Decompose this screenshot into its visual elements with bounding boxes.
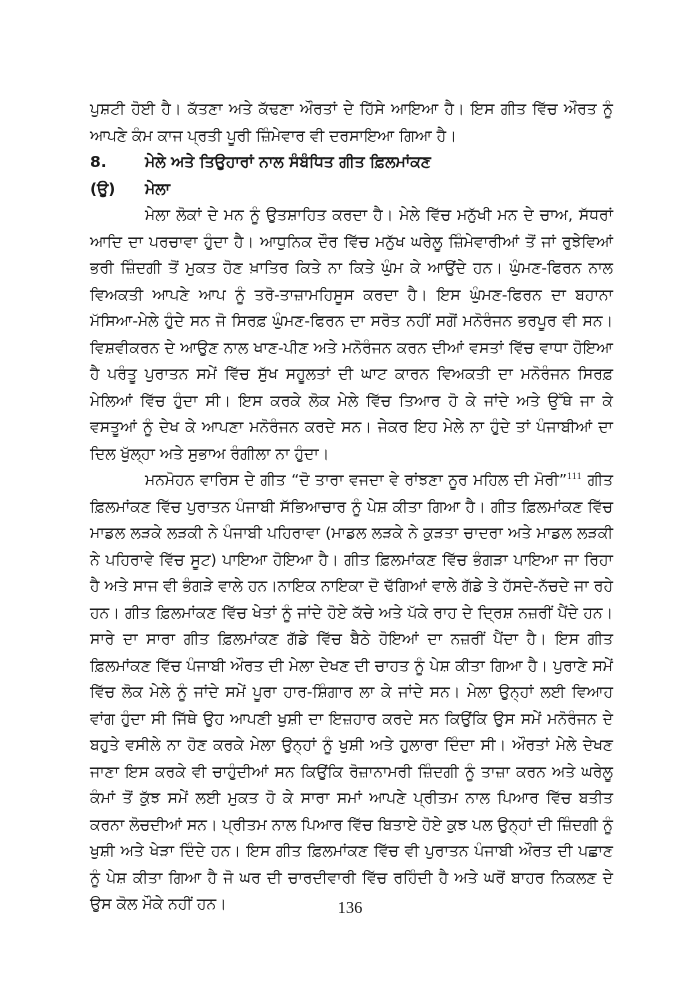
song-paragraph-text-before-ref: ਮਨਮੋਹਨ ਵਾਰਿਸ ਦੇ ਗੀਤ “ਦੋ ਤਾਰਾ ਵਜਦਾ ਵੇ ਰਾਂਝਣਾ ਨੂਰ ਮਹਿਲ ਦੀ ਮੋਰੀ” xyxy=(145,471,567,489)
page-footer xyxy=(0,898,700,918)
footnote-reference: 111 xyxy=(567,471,583,482)
paragraph-song-filming xyxy=(90,467,613,918)
subsection-marker: (ਉ) xyxy=(90,179,116,198)
section-heading xyxy=(90,149,613,176)
text-block xyxy=(90,96,613,918)
paragraph-continuation: ਪੁਸ਼ਟੀ ਹੋਈ ਹੈ। ਕੱਤਣਾ ਅਤੇ ਕੱਢਣਾ ਔਰਤਾਂ ਦੇ ਹਿੱਸੇ ਆਇਆ ਹੈ। ਇਸ ਗੀਤ ਵਿੱਚ ਔਰਤ ਨੂੰ ਆਪਣੇ ਕੰਮ ਕਾਜ ਪ੍ਰਤੀ ਪੂਰੀ ਜ਼ਿੰਮੇਵਾਰ ਵੀ ਦਰਸਾਇਆ ਗਿਆ ਹੈ। xyxy=(90,100,613,145)
section-number: 8. xyxy=(90,153,107,171)
page-number: 136 xyxy=(337,898,363,917)
subsection-heading xyxy=(90,176,613,203)
subsection-title: ਮੇਲਾ xyxy=(145,179,171,198)
section-title: ਮੇਲੇ ਅਤੇ ਤਿਉਹਾਰਾਂ ਨਾਲ ਸੰਬੰਧਿਤ ਗੀਤ ਫ਼ਿਲਮਾਂਕਣ xyxy=(145,153,431,171)
song-paragraph-text-after-ref: ਗੀਤ ਫ਼ਿਲਮਾਂਕਣ ਵਿੱਚ ਪੁਰਾਤਨ ਪੰਜਾਬੀ ਸੱਭਿਆਚਾਰ ਨੂੰ ਪੇਸ਼ ਕੀਤਾ ਗਿਆ ਹੈ। ਗੀਤ ਫ਼ਿਲਮਾਂਕਣ ਵਿੱਚ ਮਾਡਲ ਲੜਕੇ ਲੜਕੀ ਨੇ ਪੰਜਾਬੀ ਪਹਿਰਾਵਾ (ਮਾਡਲ ਲੜਕੇ ਨੇ ਕੁੜਤਾ ਚਾਦਰਾ ਅਤੇ ਮਾਡਲ ਲੜਕੀ ਨੇ ਪਹਿਰਾਵੇ ਵਿੱਚ ਸੂਟ) ਪਾਇਆ ਹੋਇਆ ਹੈ। ਗੀਤ ਫ਼ਿਲਮਾਂਕਣ ਵਿੱਚ ਭੰਗੜਾ ਪਾਇਆ ਜਾ ਰਿਹਾ ਹੈ ਅਤੇ ਸਾਜ ਵੀ ਭੰਗੜੇ ਵਾਲੇ ਹਨ।ਨਾਇਕ ਨਾਇਕਾ ਦੋ ਢੱਗਿਆਂ ਵਾਲੇ ਗੱਡੇ ਤੇ ਹੱਸਦੇ-ਨੱਚਦੇ ਜਾ ਰਹੇ ਹਨ। ਗੀਤ ਫ਼ਿਲਮਾਂਕਣ ਵਿੱਚ ਖੇਤਾਂ ਨੂੰ ਜਾਂਦੇ ਹੋਏ ਕੱਚੇ ਅਤੇ ਪੱਕੇ ਰਾਹ ਦੇ ਦ੍ਰਿਸ਼ ਨਜ਼ਰੀਂ ਪੈਂਦੇ ਹਨ। ਸਾਰੇ ਦਾ ਸਾਰਾ ਗੀਤ ਫ਼ਿਲਮਾਂਕਣ ਗੱਡੇ ਵਿੱਚ ਬੈਠੇ ਹੋਇਆਂ ਦਾ ਨਜ਼ਰੀਂ ਪੈਂਦਾ ਹੈ। ਇਸ ਗੀਤ ਫ਼ਿਲਮਾਂਕਣ ਵਿੱਚ ਪੰਜਾਬੀ ਔਰਤ ਦੀ ਮੇਲਾ ਦੇਖਣ ਦੀ ਚਾਹਤ ਨੂੰ ਪੇਸ਼ ਕੀਤਾ ਗਿਆ ਹੈ। ਪੁਰਾਣੇ ਸਮੇਂ ਵਿੱਚ ਲੋਕ ਮੇਲੇ ਨੂੰ ਜਾਂਦੇ ਸਮੇਂ ਪੂਰਾ ਹਾਰ-ਸ਼ਿੰਗਾਰ ਲਾ ਕੇ ਜਾਂਦੇ ਸਨ। ਮੇਲਾ ਉਨ੍ਹਾਂ ਲਈ ਵਿਆਹ ਵਾਂਗ ਹੁੰਦਾ ਸੀ ਜਿੱਥੇ ਉਹ ਆਪਣੀ ਖੁਸ਼ੀ ਦਾ ਇਜ਼ਹਾਰ ਕਰਦੇ ਸਨ ਕਿਉਂਕਿ ਉਸ ਸਮੇਂ ਮਨੋਰੰਜਨ ਦੇ ਬਹੁਤੇ ਵਸੀਲੇ ਨਾ ਹੋਣ ਕਰਕੇ ਮੇਲਾ ਉਨ੍ਹਾਂ ਨੂੰ ਖੁਸ਼ੀ ਅਤੇ ਹੁਲਾਰਾ ਦਿੰਦਾ ਸੀ। ਔਰਤਾਂ ਮੇਲੇ ਦੇਖਣ ਜਾਣਾ ਇਸ ਕਰਕੇ ਵੀ ਚਾਹੁੰਦੀਆਂ ਸਨ ਕਿਉਂਕਿ ਰੋਜ਼ਾਨਾਮਰੀ ਜ਼ਿੰਦਗੀ ਨੂੰ ਤਾਜ਼ਾ ਕਰਨ ਅਤੇ ਘਰੇਲੂ ਕੰਮਾਂ ਤੋਂ ਕੁੱਝ ਸਮੇਂ ਲਈ ਮੁਕਤ ਹੋ ਕੇ ਸਾਰਾ ਸਮਾਂ ਆਪਣੇ ਪ੍ਰੀਤਮ ਨਾਲ ਪਿਆਰ ਵਿੱਚ ਬਤੀਤ ਕਰਨਾ ਲੋਚਦੀਆਂ ਸਨ। ਪ੍ਰੀਤਮ ਨਾਲ ਪਿਆਰ ਵਿੱਚ ਬਿਤਾਏ ਹੋਏ ਕੁਝ ਪਲ ਉਨ੍ਹਾਂ ਦੀ ਜ਼ਿੰਦਗੀ ਨੂੰ ਖੁਸ਼ੀ ਅਤੇ ਖੇੜਾ ਦਿੰਦੇ ਹਨ। ਇਸ ਗੀਤ ਫ਼ਿਲਮਾਂਕਣ ਵਿੱਚ ਵੀ ਪੁਰਾਤਨ ਪੰਜਾਬੀ ਔਰਤ ਦੀ ਪਛਾਣ ਨੂੰ ਪੇਸ਼ ਕੀਤਾ ਗਿਆ ਹੈ ਜੋ ਘਰ ਦੀ ਚਾਰਦੀਵਾਰੀ ਵਿੱਚ ਰਹਿੰਦੀ ਹੈ ਅਤੇ ਘਰੋਂ ਬਾਹਰ ਨਿਕਲਣ ਦੇ ਉਸ ਕੋਲ ਮੌਕੇ ਨਹੀਂ ਹਨ। xyxy=(90,471,613,913)
paragraph-mela: ਮੇਲਾ ਲੋਕਾਂ ਦੇ ਮਨ ਨੂੰ ਉਤਸ਼ਾਹਿਤ ਕਰਦਾ ਹੈ। ਮੇਲੇ ਵਿੱਚ ਮਨੁੱਖੀ ਮਨ ਦੇ ਚਾਅ, ਸੱਧਰਾਂ ਆਦਿ ਦਾ ਪਰਚਾਵਾ ਹੁੰਦਾ ਹੈ। ਆਧੁਨਿਕ ਦੌਰ ਵਿੱਚ ਮਨੁੱਖ ਘਰੇਲੂ ਜ਼ਿੰਮੇਵਾਰੀਆਂ ਤੋਂ ਜਾਂ ਰੁਝੇਵਿਆਂ ਭਰੀ ਜ਼ਿੰਦਗੀ ਤੋਂ ਮੁਕਤ ਹੋਣ ਖ਼ਾਤਿਰ ਕਿਤੇ ਨਾ ਕਿਤੇ ਘੁੰਮ ਕੇ ਆਉਂਦੇ ਹਨ। ਘੁੰਮਣ-ਫਿਰਨ ਨਾਲ ਵਿਅਕਤੀ ਆਪਣੇ ਆਪ ਨੂੰ ਤਰੋ-ਤਾਜ਼ਾਮਹਿਸੂਸ ਕਰਦਾ ਹੈ। ਇਸ ਘੁੰਮਣ-ਫਿਰਨ ਦਾ ਬਹਾਨਾ ਮੱਸਿਆ-ਮੇਲੇ ਹੁੰਦੇ ਸਨ ਜੋ ਸਿਰਫ਼ ਘੁੰਮਣ-ਫਿਰਨ ਦਾ ਸਰੋਤ ਨਹੀਂ ਸਗੋਂ ਮਨੋਰੰਜਨ ਭਰਪੂਰ ਵੀ ਸਨ। ਵਿਸ਼ਵੀਕਰਨ ਦੇ ਆਉਣ ਨਾਲ ਖਾਣ-ਪੀਣ ਅਤੇ ਮਨੋਰੰਜਨ ਕਰਨ ਦੀਆਂ ਵਸਤਾਂ ਵਿੱਚ ਵਾਧਾ ਹੋਇਆ ਹੈ ਪਰੰਤੂ ਪੁਰਾਤਨ ਸਮੇਂ ਵਿੱਚ ਸੁੱਖ ਸਹੂਲਤਾਂ ਦੀ ਘਾਟ ਕਾਰਨ ਵਿਅਕਤੀ ਦਾ ਮਨੋਰੰਜਨ ਸਿਰਫ਼ ਮੇਲਿਆਂ ਵਿੱਚ ਹੁੰਦਾ ਸੀ। ਇਸ ਕਰਕੇ ਲੋਕ ਮੇਲੇ ਵਿੱਚ ਤਿਆਰ ਹੋ ਕੇ ਜਾਂਦੇ ਅਤੇ ਉੱਥੇ ਜਾ ਕੇ ਵਸਤੂਆਂ ਨੂੰ ਦੇਖ ਕੇ ਆਪਣਾ ਮਨੋਰੰਜਨ ਕਰਦੇ ਸਨ। ਜੇਕਰ ਇਹ ਮੇਲੇ ਨਾ ਹੁੰਦੇ ਤਾਂ ਪੰਜਾਬੀਆਂ ਦਾ ਦਿਲ ਖੁੱਲ੍ਹਾ ਅਤੇ ਸੁਭਾਅ ਰੰਗੀਲਾ ਨਾ ਹੁੰਦਾ। xyxy=(90,206,613,463)
